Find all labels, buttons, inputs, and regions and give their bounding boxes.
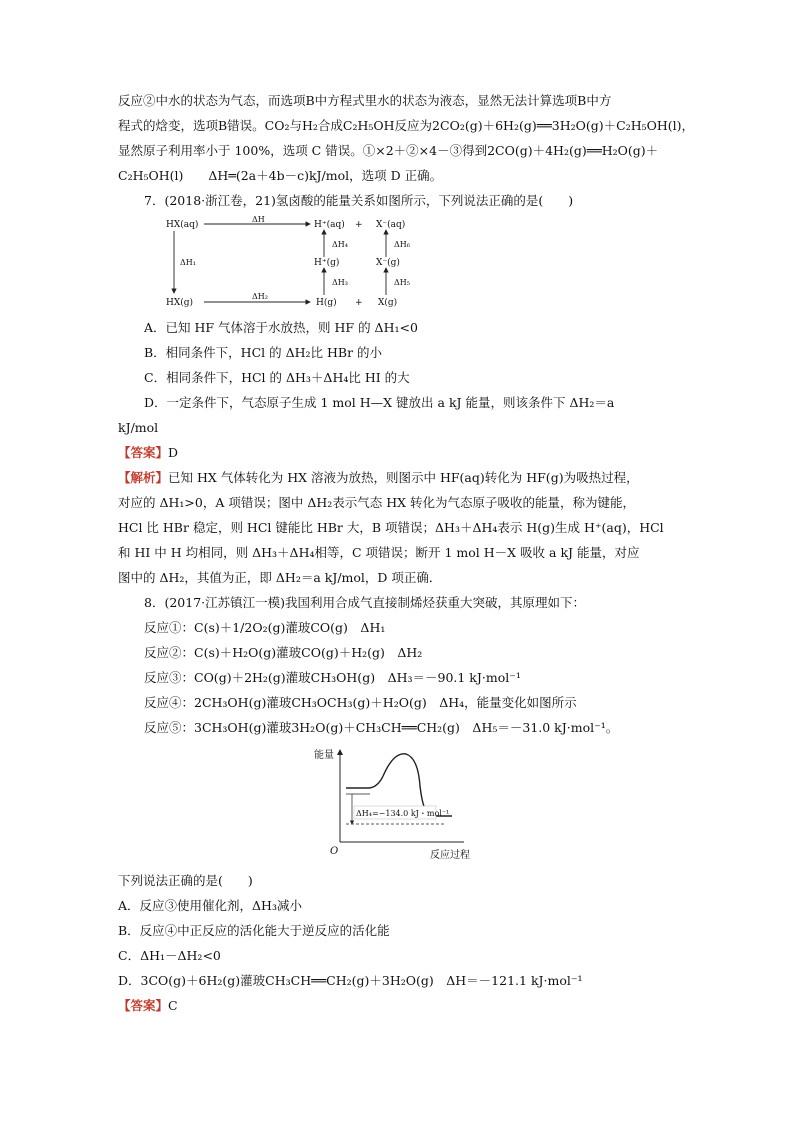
label-hx-aq: HX(aq)	[166, 220, 199, 230]
label-h-ion-g: H⁺(g)	[314, 258, 340, 268]
reaction-4: 反应④：2CH₃OH(g)灌玻CH₃OCH₃(g)＋H₂O(g) ΔH₄，能量变化如图所示	[144, 695, 577, 710]
paragraph-line: 反应②中水的状态为气态，而选项B中方程式里水的状态为液态，显然无法计算选项B中方	[118, 93, 612, 108]
reaction-2: 反应②：C(s)＋H₂O(g)灌玻CO(g)＋H₂(g) ΔH₂	[144, 645, 423, 660]
option-c: C．相同条件下，HCl 的 ΔH₃＋ΔH₄比 HI 的大	[144, 370, 410, 385]
analysis-line: 对应的 ΔH₁>0，A 项错误；图中 ΔH₂表示气态 HX 转化为气态原子吸收的能量，称为键能，	[118, 495, 635, 510]
y-axis-label: 能量	[314, 750, 334, 761]
label-dH: ΔH	[252, 215, 265, 224]
analysis-tag: 【解析】	[118, 470, 169, 485]
option-b: B．反应④中正反应的活化能大于逆反应的活化能	[118, 923, 390, 938]
energy-cycle-svg	[118, 215, 418, 311]
option-d-continued: kJ/mol	[118, 420, 159, 435]
paragraph-line: C₂H₅OH(l) ΔH═(2a＋4b－c)kJ/mol，选项 D 正确。	[118, 168, 443, 183]
reaction-5: 反应⑤：3CH₃OH(g)灌玻3H₂O(g)＋CH₃CH══CH₂(g) ΔH₅＝－31.0 kJ·mol⁻¹。	[144, 720, 619, 735]
energy-cycle-diagram	[118, 215, 678, 311]
answer-line	[118, 993, 678, 1018]
dH4-annotation: ΔH₄=−134.0 kJ・mol⁻¹	[356, 809, 450, 818]
label-dH5: ΔH₅	[394, 278, 410, 287]
label-plus: +	[355, 298, 363, 308]
paragraph-line: 程式的焓变，选项B错误。CO₂与H₂合成C₂H₅OH反应为2CO₂(g)＋6H₂(g)══3H₂O(g)＋C₂H₅OH(l)，	[118, 118, 695, 133]
reaction-1: 反应①：C(s)＋1/2O₂(g)灌玻CO(g) ΔH₁	[144, 620, 386, 635]
label-x-g: X(g)	[378, 298, 398, 308]
answer-tag: 【答案】	[118, 998, 169, 1013]
x-axis-label: 反应过程	[430, 850, 470, 861]
label-dH2: ΔH₂	[252, 292, 268, 301]
answer-tag: 【答案】	[118, 445, 169, 460]
option-a: A．反应③使用催化剂，ΔH₃减小	[118, 898, 302, 913]
analysis-line: 和 HI 中 H 均相同，则 ΔH₃＋ΔH₄相等，C 项错误；断开 1 mol H－X 吸收 a kJ 能量，对应	[118, 545, 640, 560]
label-dH6: ΔH₆	[394, 240, 410, 249]
label-h-g: H(g)	[316, 298, 337, 308]
option-b: B．相同条件下，HCl 的 ΔH₂比 HBr 的小	[144, 345, 383, 360]
energy-profile-figure	[118, 746, 678, 864]
origin-label: O	[330, 846, 339, 857]
label-hx-g: HX(g)	[166, 298, 194, 308]
analysis-text: 已知 HX 气体转化为 HX 溶液为放热，则图示中 HF(aq)转化为 HF(g)为吸热过程，	[168, 470, 639, 485]
option-d: D．3CO(g)＋6H₂(g)灌玻CH₃CH══CH₂(g)＋3H₂O(g) ΔH＝－121.1 kJ·mol⁻¹	[118, 973, 583, 988]
label-x-aq: X⁻(aq)	[376, 220, 406, 230]
analysis-line: 图中的 ΔH₂，其值为正，即 ΔH₂＝a kJ/mol，D 项正确．	[118, 570, 442, 585]
answer-line	[118, 440, 678, 465]
label-dH4: ΔH₄	[332, 240, 348, 249]
question-8-stem: 8．(2017·江苏镇江一模)我国利用合成气直接制烯烃获重大突破，其原理如下：	[144, 595, 585, 610]
analysis-line: HCl 比 HBr 稳定，则 HCl 键能比 HBr 大，B 项错误；ΔH₃＋ΔH₄表示 H(g)生成 H⁺(aq)，HCl	[118, 520, 664, 535]
question-7-stem: 7．(2018·浙江卷，21)氢卤酸的能量关系如图所示，下列说法正确的是( )	[144, 193, 574, 208]
answer-value: D	[168, 445, 179, 460]
paragraph-line: 显然原子利用率小于 100%，选项 C 错误。①×2＋②×4－③得到2CO(g)＋4H₂(g)══H₂O(g)＋	[118, 143, 659, 158]
label-dH1: ΔH₁	[180, 258, 196, 267]
energy-profile-svg	[118, 746, 470, 864]
option-c: C．ΔH₁－ΔH₂<0	[118, 948, 221, 963]
label-x-ion-g: X⁻(g)	[376, 258, 400, 268]
option-a: A．已知 HF 气体溶于水放热，则 HF 的 ΔH₁<0	[144, 320, 418, 335]
document-page	[118, 88, 695, 1018]
analysis-line	[118, 465, 678, 490]
reaction-3: 反应③：CO(g)＋2H₂(g)灌玻CH₃OH(g) ΔH₃＝－90.1 kJ·mol⁻¹	[144, 670, 521, 685]
option-d: D．一定条件下，气态原子生成 1 mol H—X 键放出 a kJ 能量，则该条件下 ΔH₂＝a	[144, 395, 615, 410]
question-8-prompt: 下列说法正确的是( )	[118, 873, 253, 888]
label-dH3: ΔH₃	[332, 278, 348, 287]
label-h-aq: H⁺(aq)	[314, 220, 345, 230]
answer-value: C	[168, 998, 178, 1013]
label-plus: +	[355, 220, 363, 230]
